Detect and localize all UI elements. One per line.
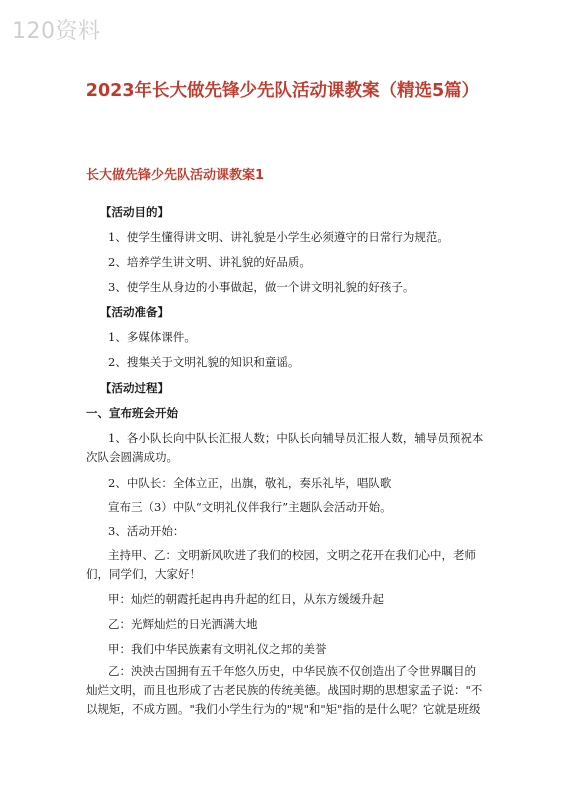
dialogue-line: 甲：我们中华民族素有文明礼仪之邦的美誉 [108,642,327,656]
goal-item: 1、使学生懂得讲文明、讲礼貌是小学生必须遵守的日常行为规范。 [108,230,449,244]
dialogue-line: 甲：灿烂的朝霞托起冉冉升起的红日，从东方缓缓升起 [108,592,384,606]
goal-item: 2、培养学生讲文明、讲礼貌的好品质。 [108,255,311,269]
goal-item: 3、使学生从身边的小事做起，做一个讲文明礼貌的好孩子。 [108,280,415,294]
prep-item: 1、多媒体课件。 [108,330,196,344]
process-paragraph: 2、中队长：全体立正，出旗，敬礼，奏乐礼毕，唱队歌 [108,476,392,490]
dialogue-line: 乙：光辉灿烂的日光洒满大地 [108,617,258,631]
document-title: 2023年长大做先锋少先队活动课教案（精选5篇） [85,81,480,101]
prep-item: 2、搜集关于文明礼貌的知识和童谣。 [108,355,300,369]
prep-heading: 【活动准备】 [100,305,169,319]
process-paragraph: 1、各小队长向中队长汇报人数；中队长向辅导员汇报人数，辅导员预祝本次队会圆满成功。 [86,431,484,464]
section-title: 长大做先锋少先队活动课教案1 [86,168,265,183]
process-heading: 【活动过程】 [100,381,169,395]
process-subheading: 一、宣布班会开始 [86,406,178,420]
goal-heading: 【活动目的】 [100,205,169,219]
dialogue-paragraph: 乙：泱泱古国拥有五千年悠久历史，中华民族不仅创造出了令世界瞩目的灿烂文明，而且也形成了古老民族的传统美德。战国时期的思想家孟子说："不以规矩，不成方圆。"我们小学生行为的"规"和"矩"指的是什么呢？它就是班级 [86,664,483,716]
process-paragraph: 3、活动开始： [108,524,185,538]
process-paragraph: 宣布三（3）中队“文明礼仪伴我行”主题队会活动开始。 [108,500,392,514]
dialogue-paragraph: 主持甲、乙：文明新风吹进了我们的校园，文明之花开在我们心中，老师们，同学们，大家好！ [86,548,476,581]
watermark-logo: 120资料 [12,19,101,44]
